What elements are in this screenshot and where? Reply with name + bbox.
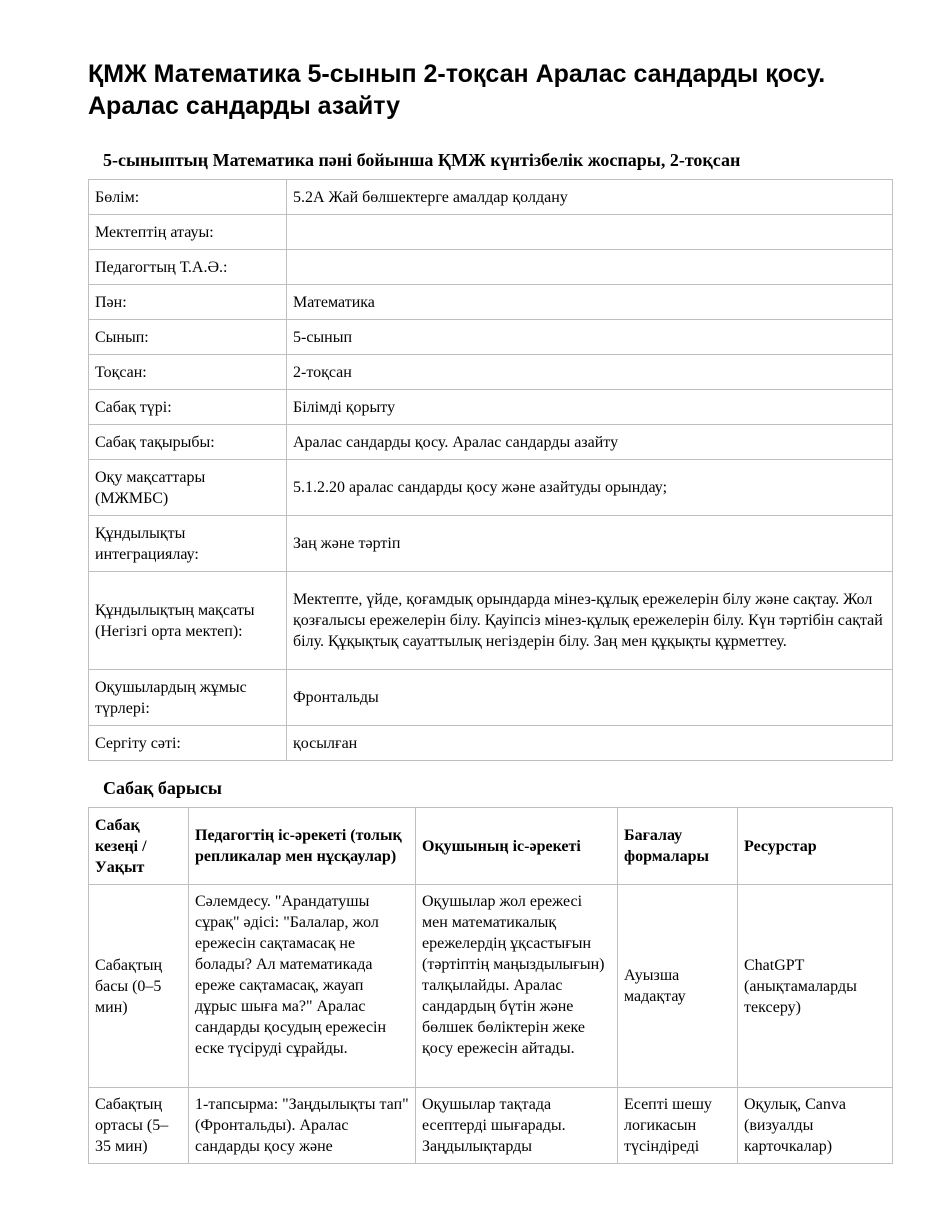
info-value: [287, 250, 893, 285]
teacher-cell: Сәлемдесу. "Арандатушы сұрақ" әдісі: "Балалар, жол ережесін сақтамасақ не болады? Ал математикада ереже сақтамасақ, жауап дұрыс шыға ма?" Аралас сандарды қосудың ережесін еске түсіруді сұрайды.: [189, 885, 416, 1088]
assessment-cell: Есепті шешу логикасын түсіндіреді: [618, 1088, 738, 1164]
header-student: Оқушының іс-әрекеті: [416, 808, 618, 885]
page-title: ҚМЖ Математика 5-сынып 2-тоқсан Аралас сандарды қосу. Аралас сандарды азайту: [88, 60, 826, 120]
header-teacher: Педагогтің іс-әрекеті (толық репликалар мен нұсқаулар): [189, 808, 416, 885]
student-cell: Оқушылар жол ережесі мен математикалық ережелердің ұқсастығын (тәртіптің маңыздылығын) талқылайды. Аралас сандардың бүтін және бөлшек бөліктерін жеке қосу ережесін айтады.: [416, 885, 618, 1088]
lesson-flow-table: [88, 807, 893, 1164]
info-value: 5-сынып: [287, 320, 893, 355]
info-value: Математика: [287, 285, 893, 320]
info-row: [89, 285, 893, 320]
info-label: Құндылықтың мақсаты (Негізгі орта мектеп):: [89, 572, 287, 670]
table-row: [89, 885, 893, 1088]
info-row: [89, 460, 893, 516]
info-label: Сабақ түрі:: [89, 390, 287, 425]
info-label: Сынып:: [89, 320, 287, 355]
info-label: Сергіту сәті:: [89, 726, 287, 761]
header-assessment: Бағалау формалары: [618, 808, 738, 885]
info-row: [89, 726, 893, 761]
table-row: [89, 1088, 893, 1164]
header-stage: Сабақ кезеңі / Уақыт: [89, 808, 189, 885]
info-label: Бөлім:: [89, 180, 287, 215]
info-value: қосылған: [287, 726, 893, 761]
info-label: Пән:: [89, 285, 287, 320]
student-cell: Оқушылар тақтада есептерді шығарады. Заңдылықтарды: [416, 1088, 618, 1164]
lesson-info-table: [88, 179, 893, 761]
info-row: [89, 572, 893, 670]
info-value: [287, 215, 893, 250]
info-value: Фронтальды: [287, 670, 893, 726]
info-label: Сабақ тақырыбы:: [89, 425, 287, 460]
info-label: Оқу мақсаттары (МЖМБС): [89, 460, 287, 516]
header-resources: Ресурстар: [738, 808, 893, 885]
info-row: [89, 516, 893, 572]
info-label: Мектептің атауы:: [89, 215, 287, 250]
info-row: [89, 215, 893, 250]
info-label: Тоқсан:: [89, 355, 287, 390]
info-value: Аралас сандарды қосу. Аралас сандарды азайту: [287, 425, 893, 460]
info-row: [89, 425, 893, 460]
assessment-cell: Ауызша мадақтау: [618, 885, 738, 1088]
document-subtitle: 5-сыныптың Математика пәні бойынша ҚМЖ күнтізбелік жоспары, 2-тоқсан: [103, 150, 741, 170]
resources-cell: ChatGPT (анықтамаларды тексеру): [738, 885, 893, 1088]
teacher-cell: 1-тапсырма: "Заңдылықты тап" (Фронтальды). Аралас сандарды қосу және: [189, 1088, 416, 1164]
info-label: Оқушылардың жұмыс түрлері:: [89, 670, 287, 726]
stage-cell: Сабақтың ортасы (5–35 мин): [89, 1088, 189, 1164]
lesson-header-row: [89, 808, 893, 885]
resources-cell: Оқулық, Canva (визуалды карточкалар): [738, 1088, 893, 1164]
stage-cell: Сабақтың басы (0–5 мин): [89, 885, 189, 1088]
info-row: [89, 390, 893, 425]
info-row: [89, 355, 893, 390]
info-row: [89, 670, 893, 726]
info-value: Заң және тәртіп: [287, 516, 893, 572]
info-value: 5.2А Жай бөлшектерге амалдар қолдану: [287, 180, 893, 215]
info-row: [89, 250, 893, 285]
info-value: 2-тоқсан: [287, 355, 893, 390]
info-value: 5.1.2.20 аралас сандарды қосу және азайтуды орындау;: [287, 460, 893, 516]
info-row: [89, 180, 893, 215]
info-label: Педагогтың Т.А.Ә.:: [89, 250, 287, 285]
info-label: Құндылықты интеграциялау:: [89, 516, 287, 572]
info-value: Мектепте, үйде, қоғамдық орындарда мінез-құлық ережелерін білу және сақтау. Жол қозғалысы ережелерін білу. Қауіпсіз мінез-құлық ережелерін білу. Күн тәртібін сақтай білу. Құқықтық сауаттылық негіздерін білу. Заң мен құқықты құрметтеу.: [287, 572, 893, 670]
info-row: [89, 320, 893, 355]
section-title: Сабақ барысы: [103, 778, 222, 798]
info-value: Білімді қорыту: [287, 390, 893, 425]
